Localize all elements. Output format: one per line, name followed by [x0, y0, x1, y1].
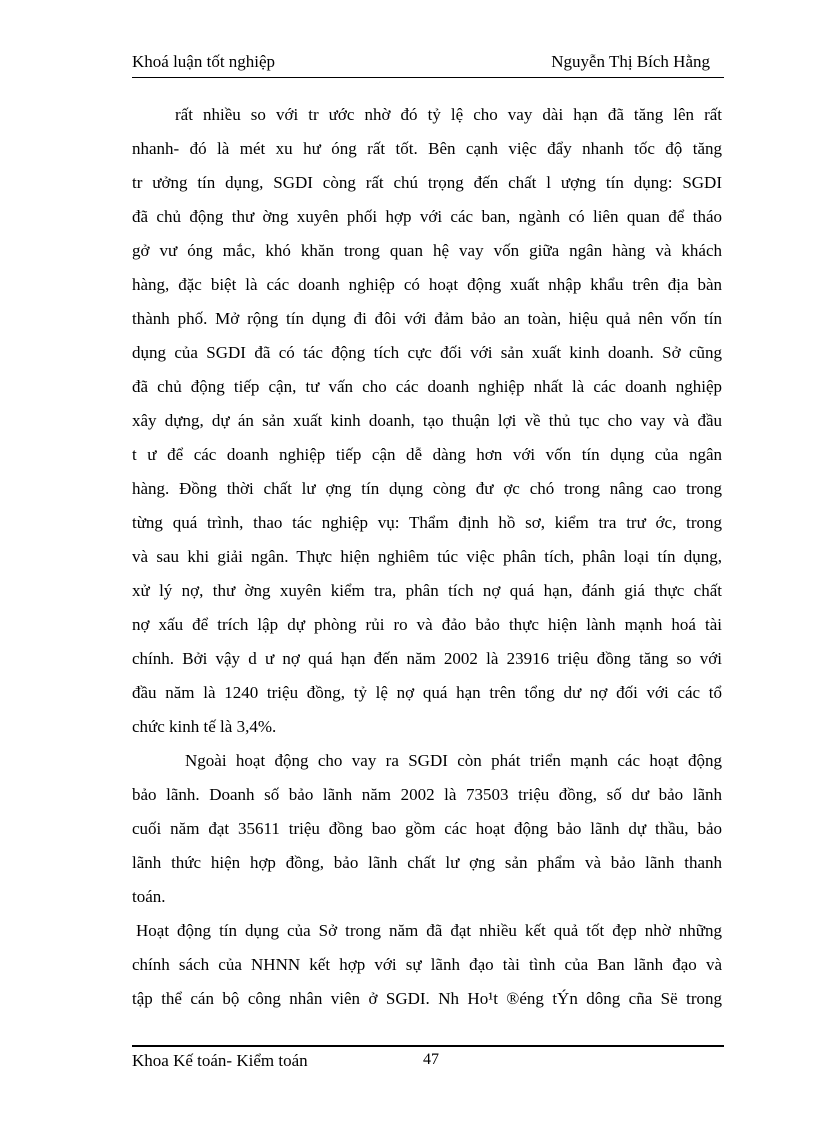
body-line: xử lý nợ, thư ờng xuyên kiểm tra, phân tích nợ quá hạn, đánh giá thực chất: [132, 581, 722, 600]
body-line: thành phố. Mở rộng tín dụng đi đôi với đảm bảo an toàn, hiệu quả nên vốn tín: [132, 309, 722, 328]
page-header: [132, 52, 724, 76]
body-line: hàng. Đồng thời chất lư ợng tín dụng còng đư ợc chó trong nâng cao trong: [132, 479, 722, 498]
body-line: hàng, đặc biệt là các doanh nghiệp có hoạt động xuất nhập khẩu trên địa bàn: [132, 275, 722, 294]
body-line: rất nhiều so với tr ước nhờ đó tỷ lệ cho vay dài hạn đã tăng lên rất: [175, 105, 722, 124]
body-line: bảo lãnh. Doanh số bảo lãnh năm 2002 là 73503 triệu đồng, số dư bảo lãnh: [132, 785, 722, 804]
body-line: nhanh- đó là mét xu hư óng rất tốt. Bên cạnh việc đẩy nhanh tốc độ tăng: [132, 139, 722, 158]
header-divider: [132, 77, 724, 78]
page-number: 47: [423, 1051, 439, 1068]
body-line: cuối năm đạt 35611 triệu đồng bao gồm các hoạt động bảo lãnh dự thầu, bảo: [132, 819, 722, 838]
body-line: lãnh thức hiện hợp đồng, bảo lãnh chất lư ợng sản phẩm và bảo lãnh thanh: [132, 853, 722, 872]
body-line: Hoạt động tín dụng của Sở trong năm đã đạt nhiều kết quả tốt đẹp nhờ những: [136, 921, 722, 940]
body-line: đã chủ động thư ờng xuyên phối hợp với các ban, ngành có liên quan để tháo: [132, 207, 722, 226]
body-line: chính. Bởi vậy d ư nợ quá hạn đến năm 2002 là 23916 triệu đồng tăng so với: [132, 649, 722, 668]
body-line: nợ xấu để trích lập dự phòng rủi ro và đảo bảo thực hiện lành mạnh hoá tài: [132, 615, 722, 634]
body-line: tập thể cán bộ công nhân viên ở SGDI. Nh Ho¹t ®éng tÝn dông cña Së trong: [132, 989, 722, 1008]
body-line: đã chủ động tiếp cận, tư vấn cho các doanh nghiệp nhất là các doanh nghiệp: [132, 377, 722, 396]
body-line: t ư để các doanh nghiệp tiếp cận dễ dàng hơn với vốn tín dụng của ngân: [132, 445, 722, 464]
body-line: xây dựng, dự án sản xuất kinh doanh, tạo thuận lợi về thủ tục cho vay và đầu: [132, 411, 722, 430]
body-line: toán.: [132, 887, 166, 906]
header-thesis-title: Khoá luận tốt nghiệp: [132, 52, 276, 71]
body-line: chức kinh tế là 3,4%.: [132, 717, 277, 736]
body-text: [132, 98, 722, 1016]
footer-department: Khoa Kế toán- Kiểm toán: [132, 1051, 308, 1070]
page-footer: [132, 1051, 724, 1075]
body-line: Ngoài hoạt động cho vay ra SGDI còn phát triển mạnh các hoạt động: [185, 751, 722, 770]
body-line: dụng của SGDI đã có tác động tích cực đối với sản xuất kinh doanh. Sở cũng: [132, 343, 722, 362]
body-line: và sau khi giải ngân. Thực hiện nghiêm túc việc phân tích, phân loại tín dụng,: [132, 547, 722, 566]
body-line: đầu năm là 1240 triệu đồng, tỷ lệ nợ quá hạn trên tổng dư nợ đối với các tổ: [132, 683, 722, 702]
body-line: gở vư óng mắc, khó khăn trong quan hệ vay vốn giữa ngân hàng và khách: [132, 241, 722, 260]
footer-divider: [132, 1045, 724, 1047]
header-author-name: Nguyễn Thị Bích Hằng: [551, 52, 710, 71]
body-line: tr ưởng tín dụng, SGDI còng rất chú trọng đến chất l ượng tín dụng: SGDI: [132, 173, 722, 192]
body-line: chính sách của NHNN kết hợp với sự lãnh đạo tài tình của Ban lãnh đạo và: [132, 955, 722, 974]
body-line: từng quá trình, thao tác nghiệp vụ: Thẩm định hồ sơ, kiểm tra trư ớc, trong: [132, 513, 722, 532]
